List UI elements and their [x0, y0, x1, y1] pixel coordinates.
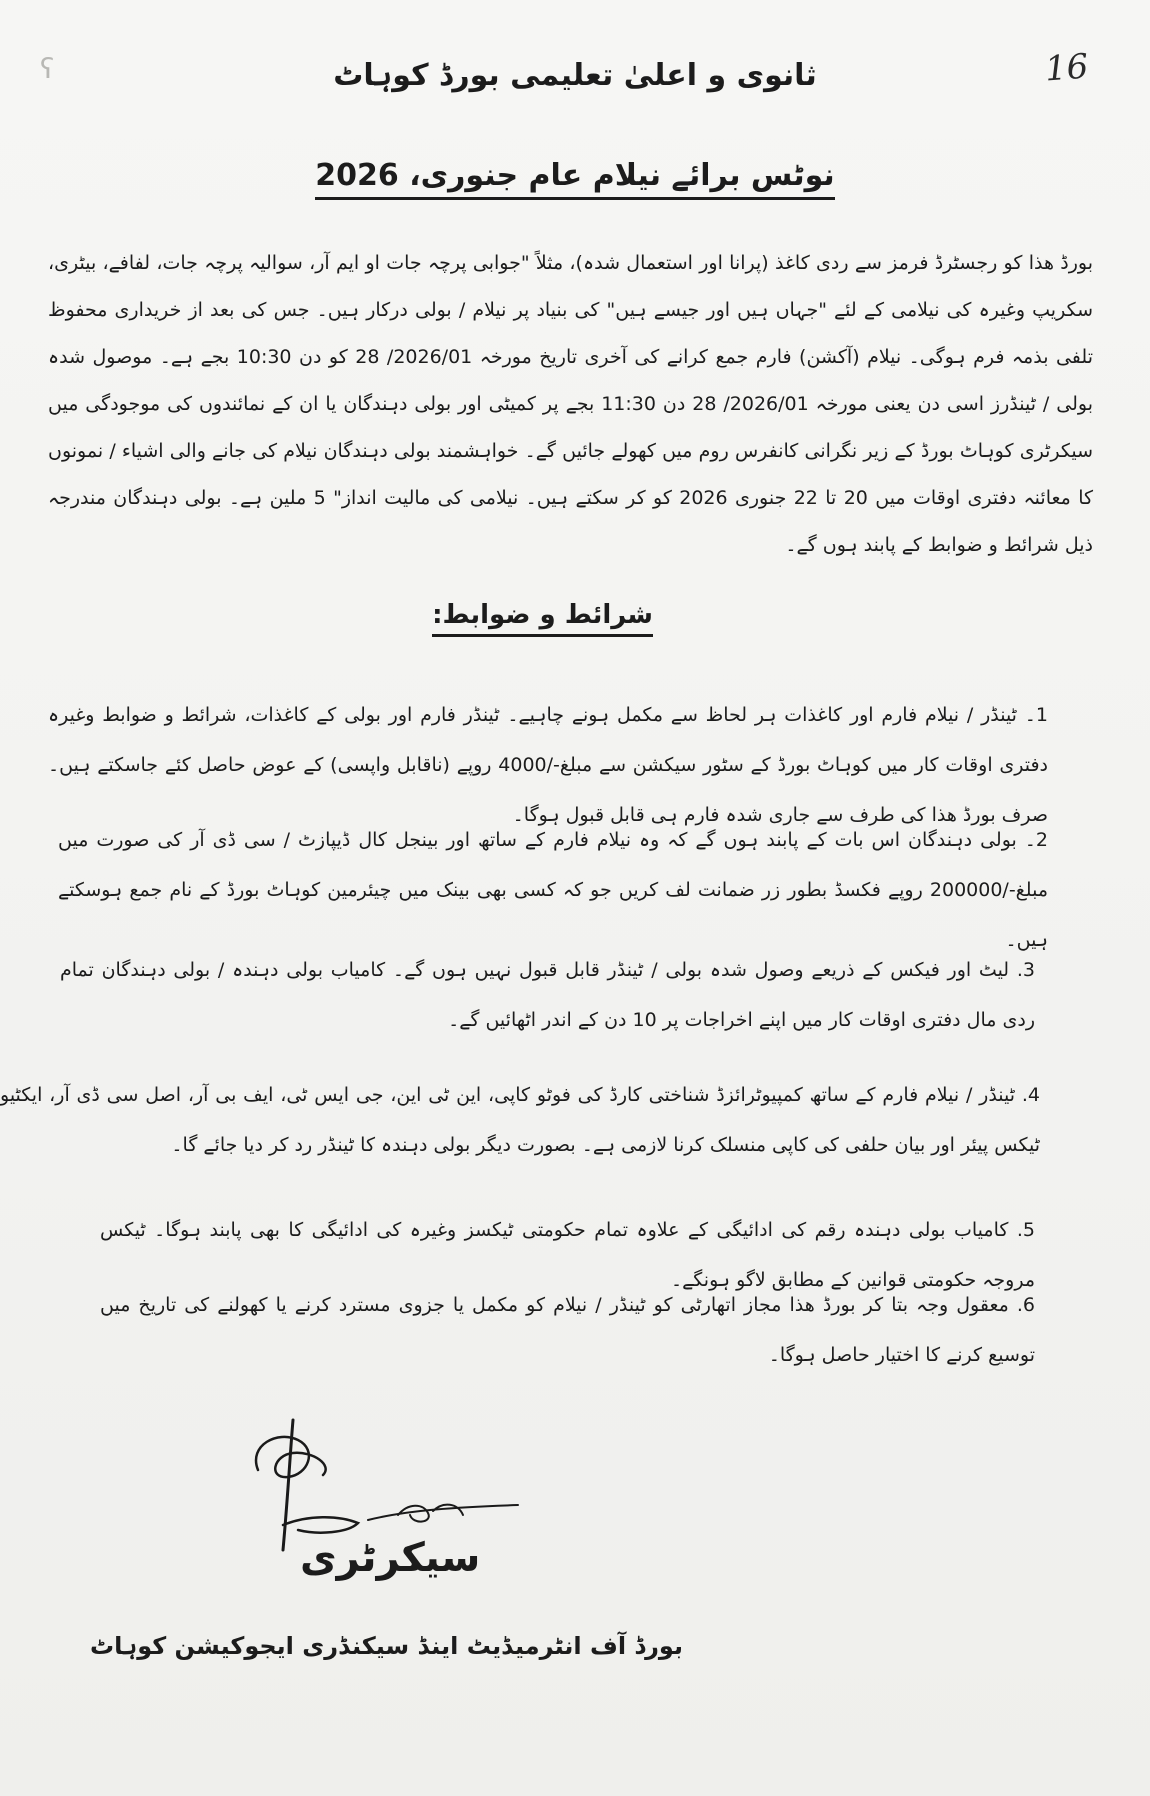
term-item-3: 3. لیٹ اور فیکس کے ذریعے وصول شدہ بولی / ٹینڈر قابل قبول نہیں ہوں گے۔ کامیاب بولی دہندہ / بولی دہندگان تمام ردی مال دفتری اوقات کار میں اپنے اخراجات پر 10 دن کے اندر اٹھائیں گے۔	[60, 959, 1035, 1031]
term-item-6: 6. معقول وجہ بتا کر بورڈ ھذا مجاز اتھارٹی کو ٹینڈر / نیلام کو مکمل یا جزوی مسترد کرنے یا کھولنے کی تاریخ میں توسیع کرنے کا اختیار حاصل ہوگا۔	[100, 1294, 1035, 1366]
notice-title-text: نوٹس برائے نیلام عام جنوری، 2026	[315, 158, 834, 200]
secretary-title: سیکرٹری	[300, 1535, 481, 1581]
terms-heading: شرائط و ضوابط:	[432, 600, 653, 637]
notice-title	[0, 158, 1150, 193]
term-item-2: 2۔ بولی دہندگان اس بات کے پابند ہوں گے کہ وہ نیلام فارم کے ساتھ اور بینجل کال ڈیپازٹ / سی ڈی آر کی صورت میں مبلغ-/200000 روپے فکسڈ بطور زر ضمانت لف کریں جو کہ کسی بھی بینک میں چیئرمین کوہاٹ بورڈ کے نام جمع ہوسکتے ہیں۔	[58, 829, 1048, 951]
term-item-1: 1۔ ٹینڈر / نیلام فارم اور کاغذات ہر لحاظ سے مکمل ہونے چاہیے۔ ٹینڈر فارم اور بولی کے کاغذات، شرائط و ضوابط وغیرہ دفتری اوقات کار میں کوہاٹ بورڈ کے سٹور سیکشن سے مبلغ-/4000 روپے (ناقابل واپسی) کے عوض حاصل کئے جاسکتے ہیں۔ صرف بورڈ ھذا کی طرف سے جاری شدہ فارم ہی قابل قبول ہوگا۔	[48, 704, 1048, 826]
term-item-4: 4. ٹینڈر / نیلام فارم کے ساتھ کمپیوٹرائزڈ شناختی کارڈ کی فوٹو کاپی، این ٹی این، جی ایس ٹی، ایف بی آر، اصل سی ڈی آر، ایکٹیو ٹیکس پیئر اور بیان حلفی کی کاپی منسلک کرنا لازمی ہے۔ بصورت دیگر بولی دہندہ کا ٹینڈر رد کر دیا جائے گا۔	[0, 1084, 1040, 1156]
punch-hole-mark: ʕ	[40, 52, 55, 85]
board-full-name: بورڈ آف انٹرمیڈیٹ اینڈ سیکنڈری ایجوکیشن کوہاٹ	[90, 1632, 683, 1660]
intro-paragraph: بورڈ ھذا کو رجسٹرڈ فرمز سے ردی کاغذ (پرانا اور استعمال شدہ)، مثلاً "جوابی پرچہ جات او ایم آر، سوالیہ پرچہ جات، لفافے، بیٹری، سکریپ وغیرہ کی نیلامی کے لئے "جہاں ہیں اور جیسے ہیں" کی بنیاد پر نیلام / بولی درکار ہیں۔ جس کی بعد از خریداری محفوظ تلفی بذمہ فرم ہوگی۔ نیلام (آکشن) فارم جمع کرانے کی آخری تاریخ مورخہ 2026/01/ 28 کو دن 10:30 بجے ہے۔ موصول شدہ بولی / ٹینڈرز اسی دن یعنی مورخہ 2026/01/ 28 دن 11:30 بجے پر کمیٹی اور بولی دہندگان یا ان کے نمائندوں کی موجودگی میں سیکرٹری کوہاٹ بورڈ کے زیر نگرانی کانفرس روم میں کھولے جائیں گے۔ خواہشمند بولی دہندگان نیلام کی جانے والی اشیاء / نمونوں کا معائنہ دفتری اوقات میں 20 تا 22 جنوری 2026 کو کر سکتے ہیں۔ نیلامی کی مالیت انداز" 5 ملین ہے۔ بولی دہندگان مندرجہ ذیل شرائط و ضوابط کے پابند ہوں گے۔	[48, 252, 1094, 556]
page-number: 16	[1043, 46, 1090, 90]
board-title: ثانوی و اعلیٰ تعلیمی بورڈ کوہاٹ	[333, 58, 817, 93]
term-item-5: 5. کامیاب بولی دہندہ رقم کی ادائیگی کے علاوہ تمام حکومتی ٹیکسز وغیرہ کی ادائیگی کا بھی پابند ہوگا۔ ٹیکس مروجہ حکومتی قوانین کے مطابق لاگو ہونگے۔	[100, 1219, 1035, 1291]
